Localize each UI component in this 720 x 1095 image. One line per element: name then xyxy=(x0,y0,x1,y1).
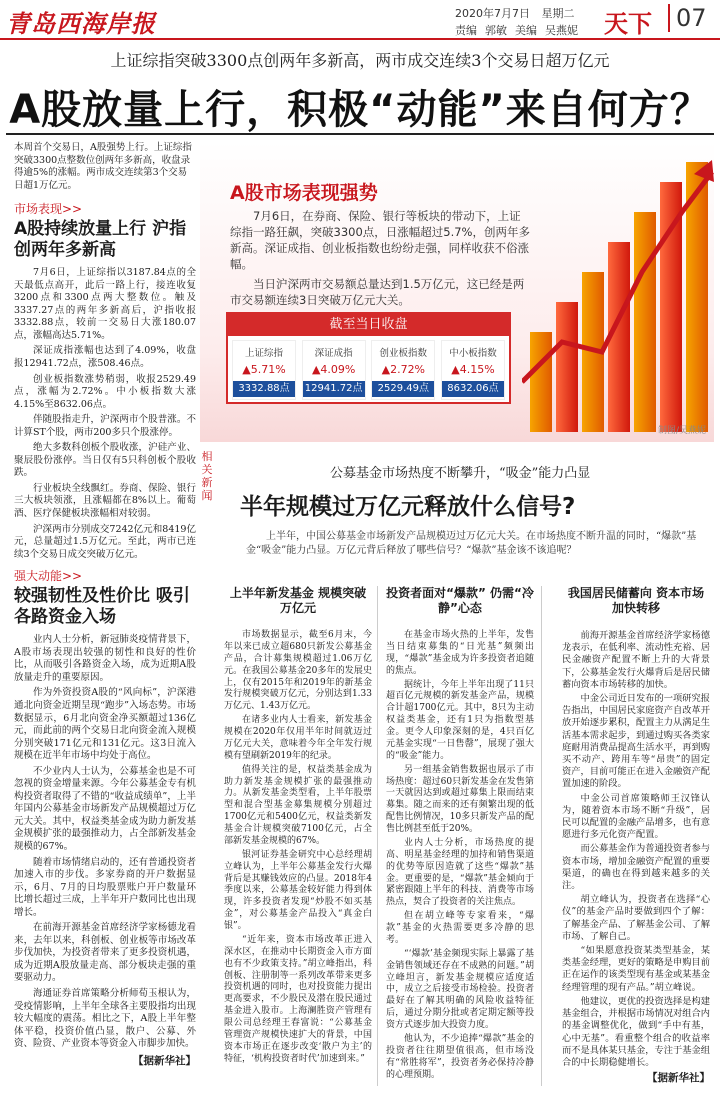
editor-line xyxy=(455,22,586,38)
paragraph: 不少业内人士认为，公募基金也是不可忽视的资金增量来源。今年公募基金专有机构投资者取得了不错的“收益成绩单”，上半年国内公募基金市场新发产品规模超过万亿元大关。其中，权益类基金成为助力新发基金规模扩张的最强推动力，占全部新发基金规模的67%。 xyxy=(14,765,196,852)
paragraph: 7月6日，上证综指以3187.84点的全天最低点高开，此后一路上行，接连收复3200点和3300点两大整数位。触及3337.27点的两年多新高后，沪指收报3332.88点，较前一交易日大涨180.07点，涨幅高达5.71%。 xyxy=(14,267,196,341)
subhead-momentum: 较强韧性及性价比 吸引各路资金入场 xyxy=(14,586,190,628)
paragraph: “近年来，资本市场改革正进入深水区，在推动中长期资金入市方面也有不少政策支持。”胡立峰指出，科创板、注册制等一系列改革带来更多投资机遇的同时，也对投资能力提出更高要求，不少股民及潜在股民通过基金进入股市。上海澜胜资产管理有限公司总经理王春富说：“公募基金管理资产规模快速扩大的背景，中国资本市场正在逐步改变‘散户为主’的特征，‘机构投资者时代’加速到来。” xyxy=(224,934,372,1064)
editor-label: 责编 xyxy=(455,24,477,37)
main-headline: A股放量上行，积极“动能”来自何方？ xyxy=(9,87,711,133)
paragraph: 中金公司近日发布的一项研究报告指出，中国居民家庭资产自改革开放开始逐步累积，配置主力从满足生活基本需求起步，到通过购买各类家庭耐用消费品提高生活水平，再到购买不动产、跨用车等“昂贵”的固定资产，目前可能正在进入金融资产配置加速的阶段。 xyxy=(562,693,710,790)
paragraph: 银河证券基金研究中心总经理胡立峰认为，上半年公募基金发行火爆背后是其赚钱效应的凸显。2018年4季度以来，公募基金较好能力得到体现，许多投资者发现“炒股不如买基金”，对公募基金产品投入“真金白银”。 xyxy=(224,849,372,931)
paragraph: 行业板块全线飘红。券商、保险、银行三大板块领涨，且涨幅都在8%以上。葡萄酒、医疗保健板块涨幅相对较弱。 xyxy=(14,482,196,520)
paragraph: 值得关注的是，权益类基金成为助力新发基金规模扩张的最强推动力。从新发基金类型看，上半年股票型和混合型基金募集规模分别超过1700亿元和5400亿元，权益类新发基金合计规模突破7100亿元，占全部新发基金规模的67%。 xyxy=(224,764,372,846)
index-change: ▲4.09% xyxy=(311,363,356,376)
index-name: 中小板指数 xyxy=(449,348,497,359)
paragraph: 作为外资投资A股的“风向标”，沪深港通北向资金近期呈现“跑步”入场态势。市场数据显示，6月北向资金净买额超过136亿元，而此前的两个交易日北向资金流入规模分别突破171亿元和131亿元。这3日流入规模在近半年市场中均处于高位。 xyxy=(14,687,196,762)
index-close: 2529.49点 xyxy=(372,381,434,397)
related-kicker: 公募基金市场热度不断攀升，“吸金”能力凸显 xyxy=(330,466,591,481)
paragraph: 绝大多数科创板个股收涨，沪硅产业、聚辰股份涨停。当日仅有5只科创板个股收跌。 xyxy=(14,442,196,479)
paragraph: 业内人士分析，新冠肺炎疫情背景下，A股市场表现出较强的韧性和良好的性价比，从而吸引各路资金入场，成为近期A股放量走升的重要原因。 xyxy=(14,634,196,683)
paragraph: 他认为，不少追捧“爆款”基金的投资者往往期望值很高，但市场没有“常胜将军”，投资者务必保持冷静的心理预期。 xyxy=(386,1033,534,1080)
column-heading: 投资者面对“爆款” 仍需“冷静”心态 xyxy=(386,586,534,615)
issue-date-line xyxy=(455,5,583,21)
index-card xyxy=(302,340,366,400)
paragraph: 胡立峰认为，投资者在选择“心仪”的基金产品时要做到四个了解：了解基金产品、了解基金公司、了解市场、了解自己。 xyxy=(562,894,710,942)
headline-rule xyxy=(6,133,714,135)
infographic-para-1: 7月6日，在券商、保险、银行等板块的带动下，上证综指一路狂飙，突破3300点，日涨幅超过5.7%，创两年多新高。深证成指、创业板指数也纷纷走强，同样收获不俗涨幅。 xyxy=(230,209,530,271)
related-credit: 【据新华社】 xyxy=(647,1072,710,1085)
closing-panel-title: 截至当日收盘 xyxy=(228,314,509,336)
paragraph: 深证成指涨幅也达到了4.09%，收盘报12941.72点，涨508.46点。 xyxy=(14,345,196,370)
column-heading: 我国居民储蓄向 资本市场加快转移 xyxy=(567,586,705,615)
paragraph: “如果愿意投资某类型基金，某类基金经理，更好的策略是申购目前正在运作的该类型现有基金或某基金经理管理的现有产品。”胡立峰说。 xyxy=(562,945,710,993)
index-close: 3332.88点 xyxy=(233,381,295,397)
paragraph: 中金公司首席策略师王汉锋认为，随着资本市场不断“升级”，居民可以配置的金融产品增多，也有意愿进行多元化资产配置。 xyxy=(562,792,710,841)
paragraph: 在诸多业内人士看来，新发基金规模在2020年仅用半年时间就迈过万亿元大关，意味着今年全年发行规模有望刷新2019年的纪录。 xyxy=(224,715,372,761)
index-name: 深证成指 xyxy=(314,348,353,359)
subheadline: 上证综指突破3300点创两年多新高，两市成交连续3个交易日超万亿元 xyxy=(110,51,610,70)
graphic-credit: 制图/吴燕妮 xyxy=(657,426,706,436)
paragraph: 另一组基金销售数据也展示了市场热度：超过60只新发基金在发售第一天就因达到或超过募集上限而结束募集。随之而来的还有频繁出现的低配售比例情况，10多只新发产品的配售比例甚至低于20%。 xyxy=(386,764,534,834)
related-column-1 xyxy=(224,584,372,1068)
index-name: 上证综指 xyxy=(244,348,283,359)
section-tag-market: 市场表现>> xyxy=(14,202,83,217)
paragraph: 而公募基金作为普通投资者参与资本市场，增加金融资产配置的重要渠道，的确也在得到越来越多的关注。 xyxy=(562,843,710,892)
related-headline: 半年规模过万亿元释放什么信号? xyxy=(240,494,576,520)
paragraph: 业内人士分析，市场热度的提高、明星基金经理的加持和销售渠道的优势等原因造就了这些“爆款”基金。更重要的是，“爆款”基金倾向于紧密跟随上半年的科技、消费等市场热点，契合了投资者的关注焦点。 xyxy=(386,837,534,908)
column-heading: 上半年新发基金 规模突破万亿元 xyxy=(229,586,367,615)
paragraph: 据统计，今年上半年出现了11只超百亿元规模的新发基金产品，规模合计超1700亿元。其中，8只为主动权益类基金，还有1只为指数型基金。更令人印象深刻的是，4只百亿元基金实现“一日售罄”，展现了强大的“吸金”能力。 xyxy=(386,679,534,761)
related-column-2 xyxy=(386,584,534,1083)
paragraph: 伴随股指走升，沪深两市个股普涨。不计算ST个股，两市200多只个股涨停。 xyxy=(14,414,196,438)
designer-label: 美编 xyxy=(515,24,537,37)
market-paragraphs xyxy=(14,267,196,561)
related-lead: 上半年，中国公募基金市场新发产品规模迈过万亿元大关。在市场热度不断升温的同时，“爆款”基金“吸金”能力凸显。万亿元背后释放了哪些信号？“爆款”基金该不该追呢？ xyxy=(246,531,697,556)
infographic-text xyxy=(230,208,530,312)
column-divider xyxy=(377,586,378,1086)
masthead xyxy=(0,0,720,40)
section-title: 天下 xyxy=(604,10,652,38)
related-column-3 xyxy=(562,584,710,1085)
related-news-label: 相关新闻 xyxy=(201,450,213,502)
index-card xyxy=(232,340,296,400)
closing-panel xyxy=(226,312,511,404)
index-change: ▲2.72% xyxy=(381,363,426,376)
paragraph: “‘爆款’基金频现实际上暴露了基金销售领域还存在不成熟的问题。”胡立峰坦言，新发基金规模应适度适中，成立之后接受市场检验。投资者最好在了解其明确的风险收益特征后，通过分期分批或者定期定额等投资方式逐步加大投资力度。 xyxy=(386,948,534,1030)
paragraph: 海通证券首席策略分析师荀玉根认为，受疫情影响，上半年全球各主要股指均出现较大幅度的震荡。相比之下，A股上半年整体平稳，投资价值凸显，散户、公募、外资、险资、产业资本等资金入市脚步加快。 xyxy=(14,987,196,1050)
infographic-title: A股市场表现强势 xyxy=(230,182,378,204)
paragraph: 在前海开源基金首席经济学家杨德龙看来，去年以来，科创板、创业板等市场改革步伐加快，为投资者带来了更多投资机遇，成为近期A股放量走高、部分板块走强的重要驱动力。 xyxy=(14,922,196,984)
momentum-paragraphs xyxy=(14,634,196,1051)
paragraph: 创业板指数涨势稍弱，收报2529.49点，涨幅为2.72%。中小板指数大涨4.15%至8632.06点。 xyxy=(14,373,196,410)
editor-name: 郭敏 xyxy=(485,24,507,37)
issue-date: 2020年7月7日 xyxy=(455,7,530,20)
rising-bars-graphic xyxy=(522,152,714,432)
paragraph: 在基金市场火热的上半年，发售当日结束募集的“日光基”频频出现，“爆款”基金成为许多投资者追随的焦点。 xyxy=(386,630,534,676)
subhead-market: A股持续放量上行 沪指创两年多新高 xyxy=(14,219,187,261)
index-name: 创业板指数 xyxy=(379,348,428,359)
paragraph: 随着市场情绪启动的，还有普通投资者加速入市的步伐。多家券商的开户数据显示，6月、7月的日均股票账户开户数量环比增长超过三成，上半年开户数同比也出现增长。 xyxy=(14,856,196,918)
page-number: 07 xyxy=(668,4,707,32)
paragraph: 前海开源基金首席经济学家杨德龙表示，在低利率、流动性充裕、居民金融资产配置不断上升的大背景下，公募基金发行火爆背后是居民储蓄向资本市场转移的加快。 xyxy=(562,630,710,690)
article-credit: 【据新华社】 xyxy=(133,1054,196,1067)
index-cards xyxy=(228,336,509,404)
index-close: 8632.06点 xyxy=(442,381,504,397)
left-column-article xyxy=(14,142,196,1069)
infographic-para-2: 当日沪深两市交易额总量达到1.5万亿元，这已经是两市交易额连续3日突破万亿元大关。 xyxy=(230,277,525,307)
paragraph: 沪深两市分别成交7242亿元和8419亿元，总量超过1.5万亿元。至此，两市已连续3个交易日成交突破万亿元。 xyxy=(14,523,196,560)
index-close: 12941.72点 xyxy=(303,381,365,397)
market-infographic xyxy=(200,142,714,442)
article-intro: 本周首个交易日，A股强势上行。上证综指突破3300点整数位创两年多新高，收盘录得逾5%的涨幅。两市成交连续第3个交易日超1万亿元。 xyxy=(14,142,192,191)
issue-weekday: 星期二 xyxy=(541,7,575,20)
newspaper-logo: 青岛西海岸报 xyxy=(6,9,156,38)
paragraph: 市场数据显示，截至6月末，今年以来已成立超680只新发公募基金产品，合计募集规模超过1.06万亿元。在我国公募基金20多年的发展史上，仅有2015年和2019年的新基金发行规模突破万亿元，分别达到1.33万亿元、1.43万亿元。 xyxy=(224,630,372,712)
designer-name: 吴燕妮 xyxy=(545,24,578,37)
index-card xyxy=(441,340,505,400)
section-tag-momentum: 强大动能>> xyxy=(14,569,83,584)
index-card xyxy=(371,340,435,400)
paragraph: 但在胡立峰等专家看来，“爆款”基金的火热需要更多冷静的思考。 xyxy=(386,911,534,945)
index-change: ▲4.15% xyxy=(451,363,495,376)
column-divider xyxy=(541,586,542,1086)
paragraph: 他建议，更优的投资选择是构建基金组合，并根据市场情况对组合内的基金调整优化，做到“手中有基，心中无基”。看重整个组合的收益率而不是具体某只基金，专注于基金组合的中长期稳健增长。 xyxy=(562,995,710,1068)
index-change: ▲5.71% xyxy=(242,363,286,376)
